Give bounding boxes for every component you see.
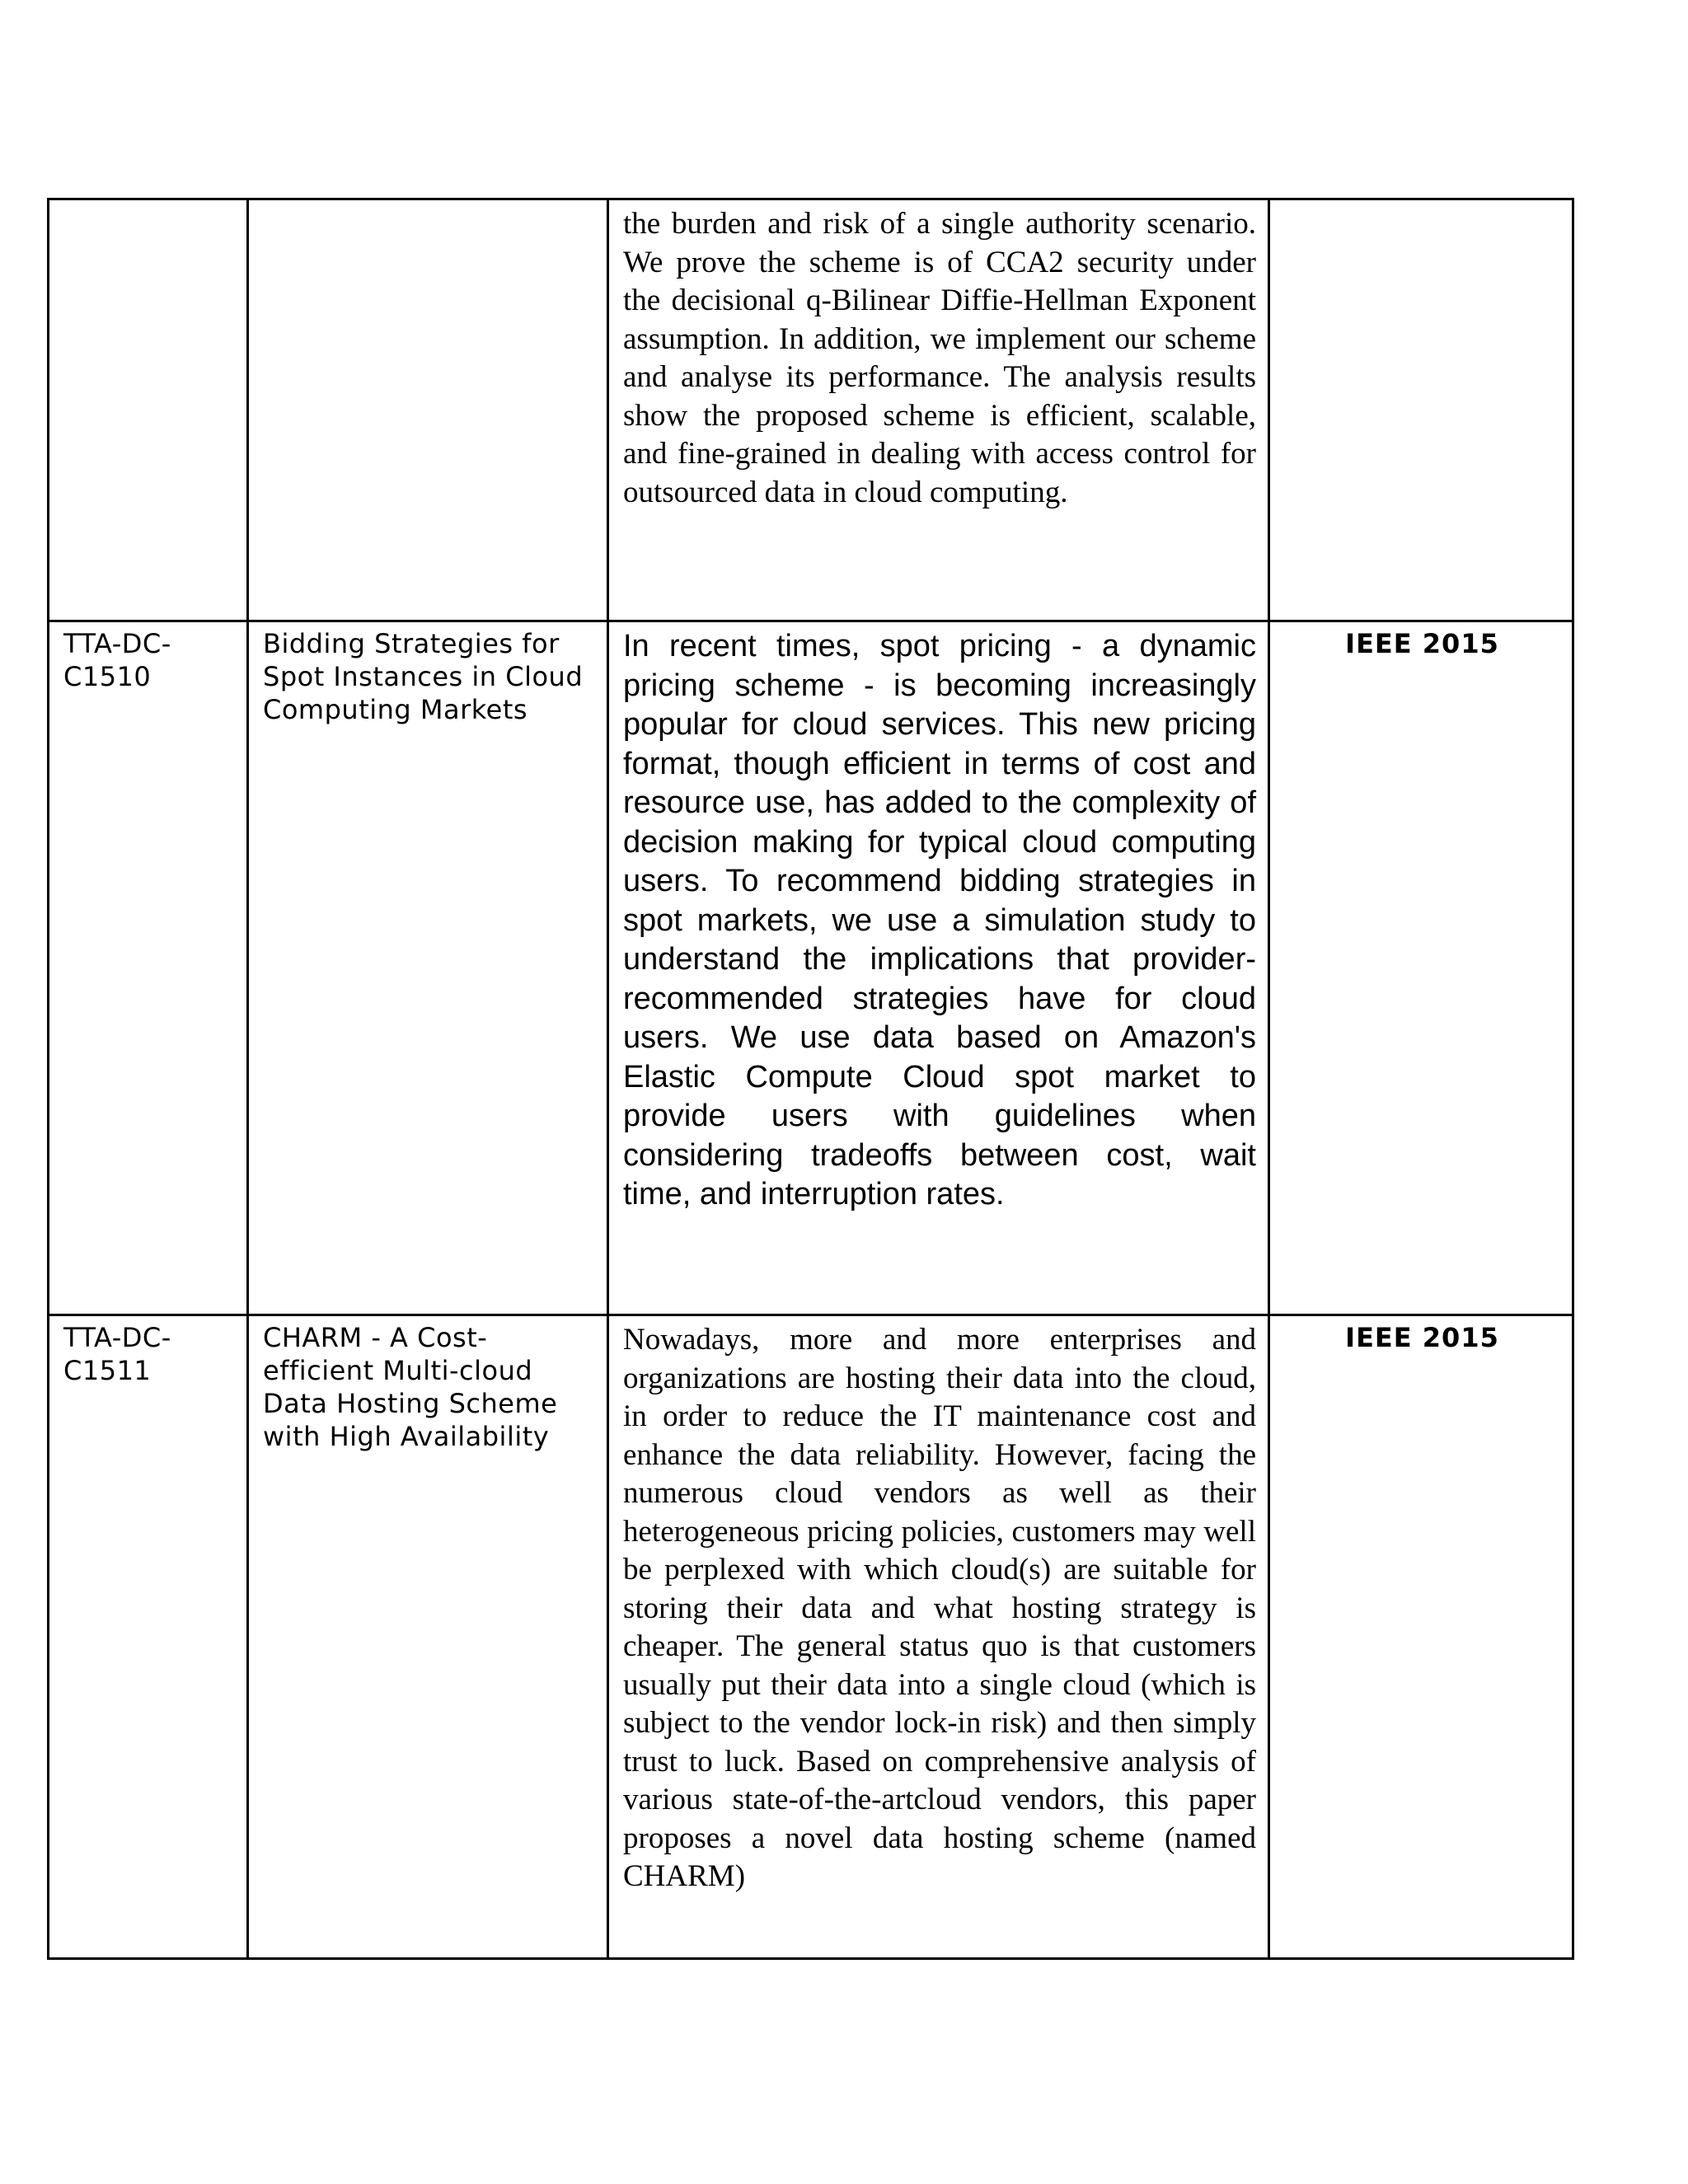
table-row	[49, 199, 1573, 621]
project-code-cell	[49, 1315, 248, 1959]
abstract-cell	[608, 199, 1269, 621]
abstract-text: Nowadays, more and more enterprises and organizations are hosting their data into the cloud, in order to reduce the IT maintenance cost and enhance the data reliability. However, facing the numerous cloud vendors as well as their heterogeneous pricing policies, customers may well be perplexed with which cloud(s) are suitable for storing their data and what hosting strategy is cheaper. The general status quo is that customers usually put their data into a single cloud (which is subject to the vendor lock-in risk) and then simply trust to luck. Based on comprehensive analysis of various state-of-the-artcloud vendors, this paper proposes a novel data hosting scheme (named CHARM)	[623, 1323, 1256, 1893]
abstract-cell	[608, 621, 1269, 1315]
project-code-cell	[49, 621, 248, 1315]
project-code: TTA-DC-C1510	[63, 628, 171, 692]
project-title-cell	[248, 199, 608, 621]
project-title-cell	[248, 1315, 608, 1959]
project-title-cell	[248, 621, 608, 1315]
abstract-text: the burden and risk of a single authority scenario. We prove the scheme is of CCA2 security under the decisional q-Bilinear Diffie-Hellman Exponent assumption. In addition, we implement our scheme and analyse its performance. The analysis results show the proposed scheme is efficient, scalable, and fine-grained in dealing with access control for outsourced data in cloud computing.	[623, 207, 1256, 509]
publication-year: IEEE 2015	[1345, 628, 1499, 659]
year-cell	[1269, 199, 1573, 621]
year-cell	[1269, 621, 1573, 1315]
project-title: Bidding Strategies for Spot Instances in Cloud Computing Markets	[263, 628, 584, 725]
abstract-text: In recent times, spot pricing - a dynamic pricing scheme - is becoming increasingly popular for cloud services. This new pricing format, though efficient in terms of cost and resource use, has added to the complexity of decision making for typical cloud computing users. To recommend bidding strategies in spot markets, we use a simulation study to understand the implications that provider-recommended strategies have for cloud users. We use data based on Amazon's Elastic Compute Cloud spot market to provide users with guidelines when considering tradeoffs between cost, wait time, and interruption rates.	[623, 629, 1256, 1212]
project-table	[47, 198, 1574, 1960]
publication-year: IEEE 2015	[1345, 1322, 1499, 1353]
project-code: TTA-DC-C1511	[63, 1322, 171, 1386]
year-cell	[1269, 1315, 1573, 1959]
abstract-cell	[608, 1315, 1269, 1959]
table-row	[49, 621, 1573, 1315]
table-row	[49, 1315, 1573, 1959]
project-code-cell	[49, 199, 248, 621]
project-title: CHARM - A Cost-efficient Multi-cloud Data Hosting Scheme with High Availability	[263, 1322, 558, 1452]
